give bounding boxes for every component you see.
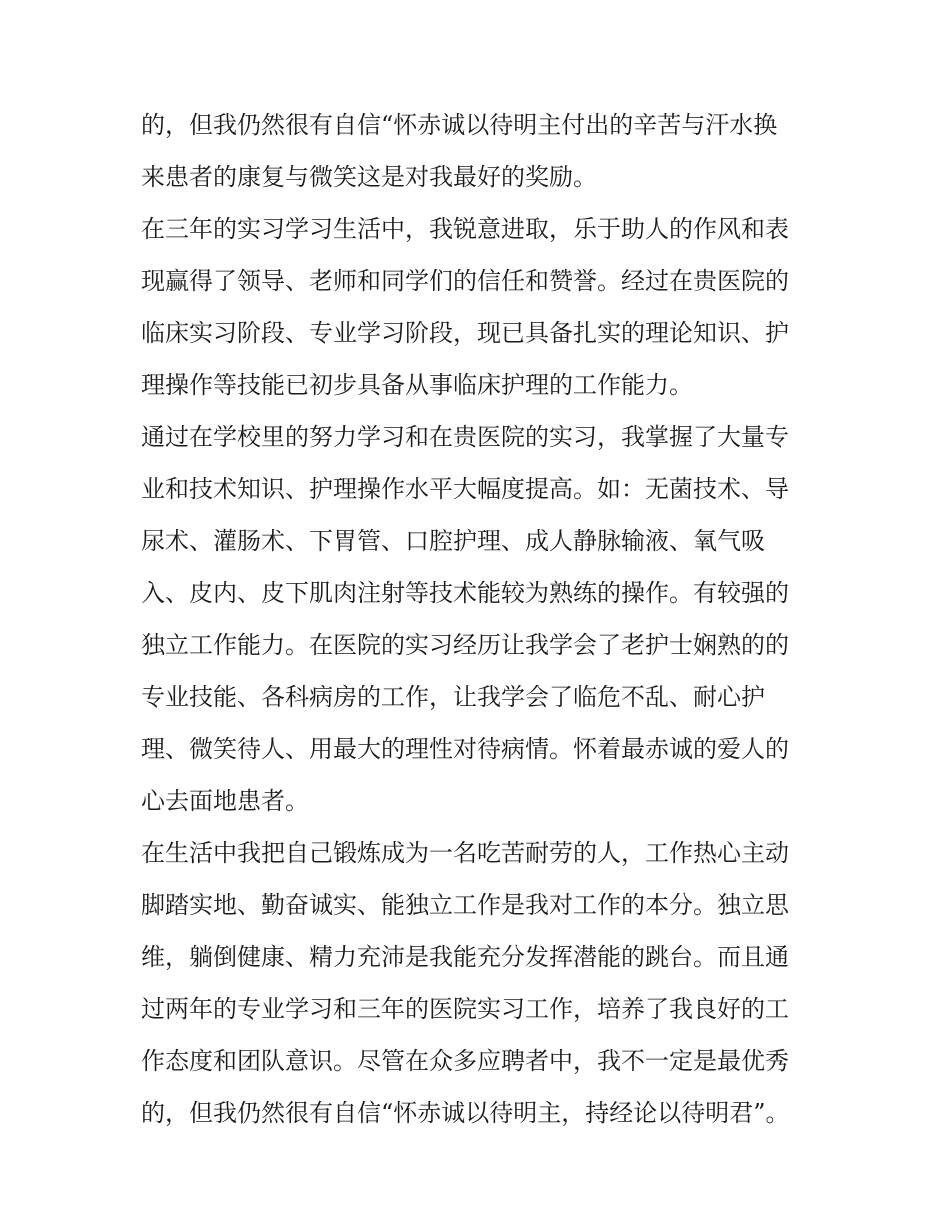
text-line: 独立工作能力。在医院的实习经历让我学会了老护士娴熟的的 <box>141 631 789 659</box>
text-line: 在生活中我把自己锻炼成为一名吃苦耐劳的人，工作热心主动 <box>141 839 789 867</box>
text-line: 专业技能、各科病房的工作，让我学会了临危不乱、耐心护 <box>141 683 765 711</box>
text-line: 的，但我仍然很有自信“怀赤诚以待明主，持经论以待明君”。 <box>141 1099 790 1127</box>
text-line: 的，但我仍然很有自信“怀赤诚以待明主付出的辛苦与汗水换 <box>141 111 778 139</box>
text-line: 通过在学校里的努力学习和在贵医院的实习，我掌握了大量专 <box>141 423 789 451</box>
text-line: 作态度和团队意识。尽管在众多应聘者中，我不一定是最优秀 <box>141 1047 789 1075</box>
text-line: 在三年的实习学习生活中，我锐意进取，乐于助人的作风和表 <box>141 215 789 243</box>
text-line: 业和技术知识、护理操作水平大幅度提高。如：无菌技术、导 <box>141 475 789 503</box>
text-line: 理、微笑待人、用最大的理性对待病情。怀着最赤诚的爱人的 <box>141 735 789 763</box>
text-line: 维，躺倒健康、精力充沛是我能充分发挥潜能的跳台。而且通 <box>141 943 789 971</box>
text-line: 入、皮内、皮下肌肉注射等技术能较为熟练的操作。有较强的 <box>141 579 789 607</box>
text-line: 脚踏实地、勤奋诚实、能独立工作是我对工作的本分。独立思 <box>141 891 789 919</box>
text-line: 来患者的康复与微笑这是对我最好的奖励。 <box>141 163 597 191</box>
text-line: 过两年的专业学习和三年的医院实习工作，培养了我良好的工 <box>141 995 789 1023</box>
text-line: 尿术、灌肠术、下胃管、口腔护理、成人静脉输液、氧气吸 <box>141 527 765 555</box>
text-line: 临床实习阶段、专业学习阶段，现已具备扎实的理论知识、护 <box>141 319 789 347</box>
text-line: 心去面地患者。 <box>141 787 309 815</box>
text-line: 理操作等技能已初步具备从事临床护理的工作能力。 <box>141 371 693 399</box>
text-line: 现赢得了领导、老师和同学们的信任和赞誉。经过在贵医院的 <box>141 267 789 295</box>
